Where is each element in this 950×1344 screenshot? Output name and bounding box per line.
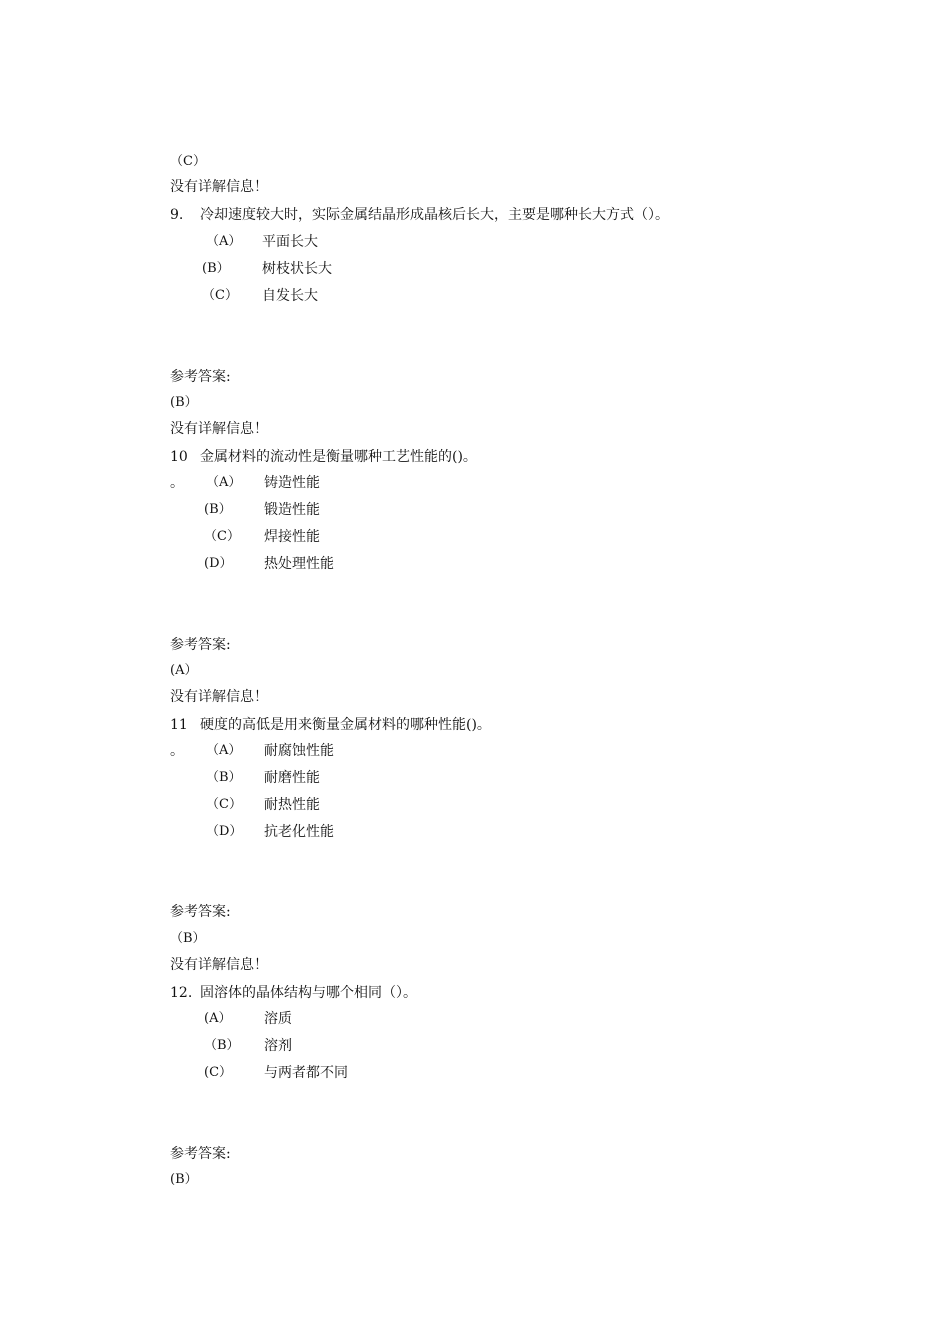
- option-text: 耐热性能: [264, 797, 320, 813]
- reference-answer-label: 参考答案:: [170, 637, 231, 653]
- option-10d: [170, 555, 570, 573]
- option-11b: [170, 769, 570, 787]
- option-text: 自发长大: [262, 288, 318, 304]
- question-number: 10: [170, 449, 188, 465]
- option-label: （C）: [206, 797, 242, 812]
- option-label: (A）: [204, 1011, 232, 1026]
- option-bullet: 。: [170, 475, 184, 491]
- question-text: 固溶体的晶体结构与哪个相同（）。: [200, 985, 417, 1001]
- option-12c: [170, 1064, 570, 1082]
- question-11: [170, 716, 491, 734]
- option-label: （A）: [206, 234, 242, 249]
- option-9c: [170, 287, 570, 305]
- option-10c: [170, 528, 570, 546]
- option-text: 焊接性能: [264, 529, 320, 545]
- option-text: 耐腐蚀性能: [264, 743, 334, 759]
- answer-9: (B）: [170, 395, 198, 410]
- option-label: (D）: [204, 556, 233, 571]
- previous-answer: （C）: [170, 154, 206, 169]
- option-11d: [170, 823, 570, 841]
- option-text: 耐磨性能: [264, 770, 320, 786]
- option-text: 锻造性能: [264, 502, 320, 518]
- no-detail-note: 没有详解信息！: [170, 421, 268, 437]
- question-number: 12.: [170, 985, 193, 1001]
- answer-11: （B）: [170, 931, 206, 946]
- question-text: 金属材料的流动性是衡量哪种工艺性能的()。: [200, 449, 477, 465]
- option-text: 铸造性能: [264, 475, 320, 491]
- option-10a: [170, 474, 570, 492]
- question-10: [170, 448, 477, 466]
- option-label: （B）: [206, 770, 242, 785]
- option-label: (C）: [204, 1065, 233, 1080]
- option-11c: [170, 796, 570, 814]
- option-label: （B）: [204, 1038, 240, 1053]
- reference-answer-label: 参考答案:: [170, 904, 231, 920]
- option-label: （C）: [204, 529, 240, 544]
- option-12b: [170, 1037, 570, 1055]
- reference-answer-label: 参考答案:: [170, 1146, 231, 1162]
- option-label: （A）: [206, 475, 242, 490]
- question-9: [170, 206, 669, 224]
- option-12a: [170, 1010, 570, 1028]
- question-12: [170, 984, 417, 1002]
- question-text: 硬度的高低是用来衡量金属材料的哪种性能()。: [200, 717, 491, 733]
- option-label: （C）: [202, 288, 238, 303]
- reference-answer-label: 参考答案:: [170, 369, 231, 385]
- option-bullet: 。: [170, 743, 184, 759]
- option-text: 热处理性能: [264, 556, 334, 572]
- option-label: （A）: [206, 743, 242, 758]
- option-label: (B）: [204, 502, 232, 517]
- question-number: 11: [170, 717, 188, 733]
- option-11a: [170, 742, 570, 760]
- option-text: 溶剂: [264, 1038, 292, 1054]
- no-detail-note: 没有详解信息！: [170, 179, 268, 195]
- option-10b: [170, 501, 570, 519]
- no-detail-note: 没有详解信息！: [170, 957, 268, 973]
- option-text: 树枝状长大: [262, 261, 332, 277]
- option-text: 溶质: [264, 1011, 292, 1027]
- answer-10: (A）: [170, 663, 198, 678]
- option-text: 抗老化性能: [264, 824, 334, 840]
- option-text: 平面长大: [262, 234, 318, 250]
- answer-12: (B）: [170, 1172, 198, 1187]
- option-9b: [170, 260, 570, 278]
- question-number: 9.: [170, 207, 184, 223]
- option-9a: [170, 233, 570, 251]
- option-label: (B）: [202, 261, 230, 276]
- option-text: 与两者都不同: [264, 1065, 348, 1081]
- no-detail-note: 没有详解信息！: [170, 689, 268, 705]
- option-label: （D）: [206, 824, 243, 839]
- question-text: 冷却速度较大时，实际金属结晶形成晶核后长大，主要是哪种长大方式（）。: [200, 207, 669, 223]
